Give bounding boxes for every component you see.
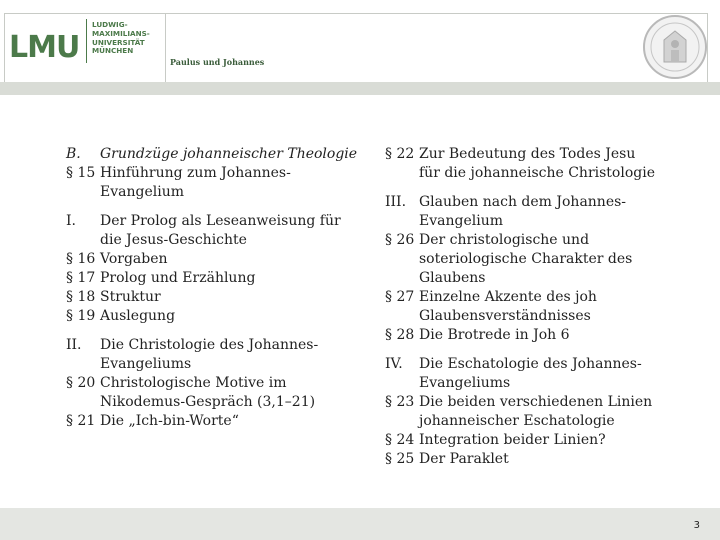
- list-item: [66, 307, 366, 326]
- logo-divider: [86, 19, 87, 63]
- section-title: Der Prolog als Leseanweisung für die Jesus-Geschichte: [100, 213, 341, 248]
- paragraph-number: § 18: [66, 289, 96, 305]
- paragraph-title: Die „Ich-bin-Worte“: [100, 413, 239, 429]
- paragraph-title: Integration beider Linien?: [419, 432, 606, 448]
- section-title: Glauben nach dem Johannes-Evangelium: [419, 194, 627, 229]
- header-band: [0, 82, 720, 95]
- paragraph-number: § 20: [66, 375, 96, 391]
- left-column: [66, 145, 366, 431]
- right-column: [385, 145, 660, 469]
- paragraph-title: Der christologische und soteriologische Charakter des Glaubens: [419, 232, 633, 286]
- list-item: [66, 412, 366, 431]
- list-item: [66, 269, 366, 288]
- list-item: [66, 164, 366, 202]
- list-item: [385, 288, 660, 326]
- list-item: [385, 326, 660, 345]
- paragraph-number: § 26: [385, 232, 415, 248]
- paragraph-number: § 25: [385, 451, 415, 467]
- section-heading: [66, 212, 366, 250]
- paragraph-number: § 19: [66, 308, 96, 324]
- section-heading: [385, 193, 660, 231]
- section-number: B.: [66, 146, 81, 162]
- paragraph-number: § 23: [385, 394, 415, 410]
- section-heading: [66, 336, 366, 374]
- paragraph-number: § 16: [66, 251, 96, 267]
- paragraph-number: § 27: [385, 289, 415, 305]
- paragraph-title: Vorgaben: [100, 251, 168, 267]
- list-item: [385, 450, 660, 469]
- section-number: III.: [385, 194, 407, 210]
- paragraph-title: Die beiden verschiedenen Linien johanneischer Eschatologie: [419, 394, 653, 429]
- section-number: IV.: [385, 356, 403, 372]
- header-title-box: [165, 13, 708, 85]
- paragraph-title: Auslegung: [100, 308, 176, 324]
- footer-band: [0, 508, 720, 540]
- paragraph-number: § 17: [66, 270, 96, 286]
- page-number: 3: [693, 520, 700, 531]
- section-title: Grundzüge johanneischer Theologie: [100, 146, 358, 162]
- paragraph-number: § 21: [66, 413, 96, 429]
- paragraph-title: Hinführung zum Johannes-Evangelium: [100, 165, 291, 200]
- logo-line: MÜNCHEN: [92, 46, 134, 56]
- list-item: [385, 145, 660, 183]
- paragraph-title: Einzelne Akzente des joh Glaubensverständnisses: [419, 289, 597, 324]
- university-seal-icon: [642, 14, 708, 80]
- slide-header-title: Paulus und Johannes: [170, 57, 265, 67]
- paragraph-title: Struktur: [100, 289, 161, 305]
- paragraph-title: Der Paraklet: [419, 451, 509, 467]
- logo-mark: LMU: [9, 30, 80, 65]
- list-item: [66, 374, 366, 412]
- list-item: [385, 231, 660, 288]
- paragraph-number: § 22: [385, 146, 415, 162]
- paragraph-title: Christologische Motive im Nikodemus-Gespräch (3,1–21): [100, 375, 316, 410]
- list-item: [385, 393, 660, 431]
- section-number: I.: [66, 213, 76, 229]
- paragraph-title: Prolog und Erzählung: [100, 270, 256, 286]
- list-item: [66, 250, 366, 269]
- paragraph-title: Zur Bedeutung des Todes Jesu für die johanneische Christologie: [419, 146, 655, 181]
- logo-wordmark: [92, 21, 150, 56]
- paragraph-number: § 28: [385, 327, 415, 343]
- paragraph-number: § 15: [66, 165, 96, 181]
- list-item: [385, 431, 660, 450]
- section-number: II.: [66, 337, 82, 353]
- section-title: Die Christologie des Johannes-Evangeliums: [100, 337, 319, 372]
- logo-line: MAXIMILIANS-: [92, 28, 150, 38]
- logo-line: UNIVERSITÄT: [92, 37, 145, 47]
- section-heading: [385, 355, 660, 393]
- section-title: Die Eschatologie des Johannes-Evangeliums: [419, 356, 642, 391]
- list-item: [66, 288, 366, 307]
- paragraph-number: § 24: [385, 432, 415, 448]
- paragraph-title: Die Brotrede in Joh 6: [419, 327, 570, 343]
- section-heading: [66, 145, 366, 164]
- logo-line: LUDWIG-: [92, 20, 128, 29]
